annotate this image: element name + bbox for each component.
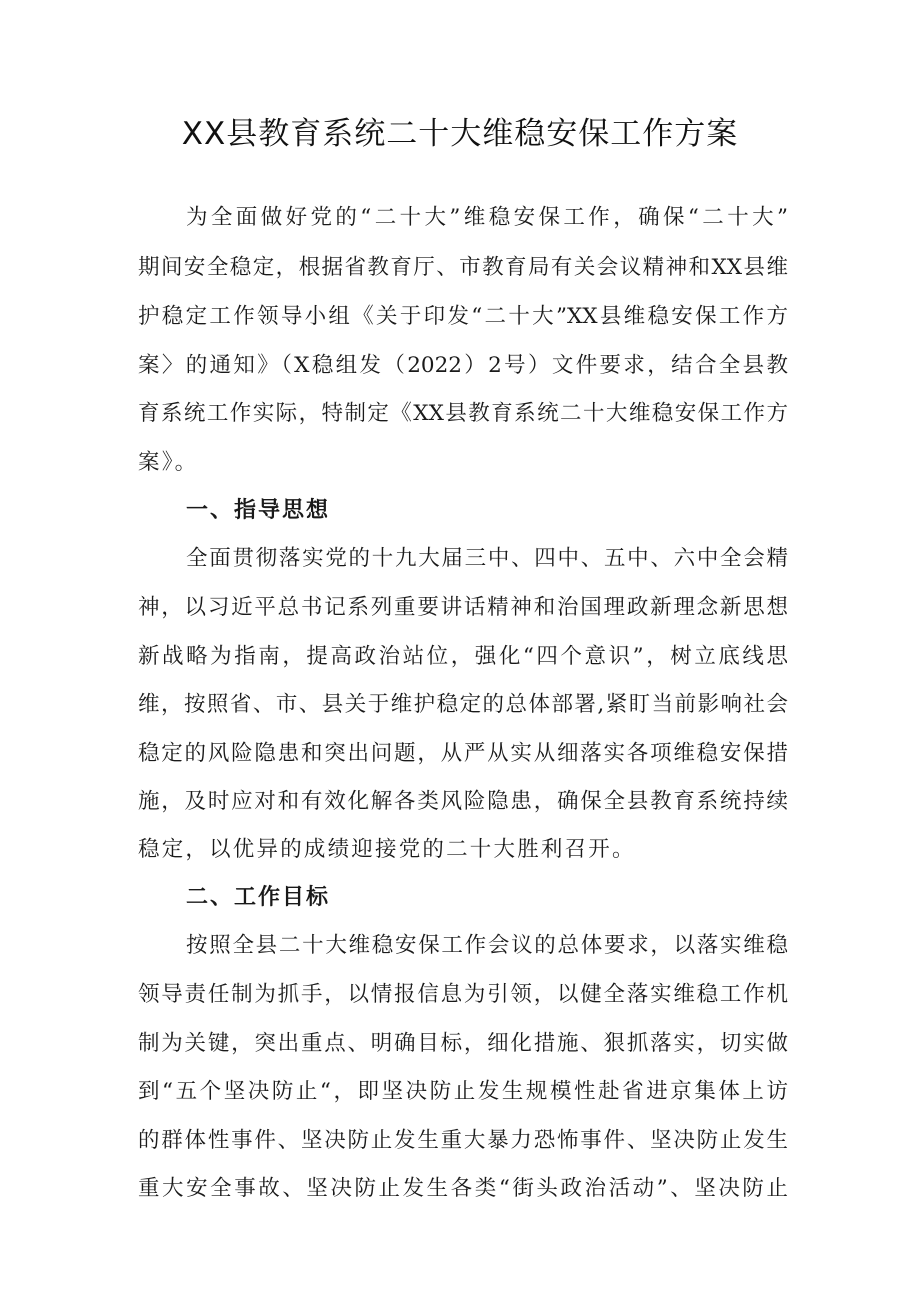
section1-line: 维，按照省、市、县关于维护稳定的总体部署,紧盯当前影响社会 — [138, 692, 788, 717]
intro-line: 案》。 — [138, 450, 199, 475]
section1-line: 新战略为指南，提高政治站位，强化“四个意识”，树立底线思 — [138, 644, 788, 669]
section2-line: 到“五个坚决防止“，即坚决防止发生规模性赴省进京集体上访 — [138, 1079, 788, 1104]
intro-line: 育系统工作实际，特制定《XX县教育系统二十大维稳安保工作方 — [138, 401, 788, 426]
intro-line: 为全面做好党的“二十大”维稳安保工作，确保“二十大” — [186, 205, 788, 230]
intro-line: 案〉的通知》（X稳组发（2022）2号）文件要求，结合全县教 — [138, 353, 788, 378]
section1-line: 全面贯彻落实党的十九大届三中、四中、五中、六中全会精 — [186, 546, 788, 571]
section2-line: 制为关键，突出重点、明确目标，细化措施、狠抓落实，切实做 — [138, 1031, 788, 1056]
section1-line: 施，及时应对和有效化解各类风险隐患，确保全县教育系统持续 — [138, 789, 788, 814]
section-heading-guiding-thought: 一、指导思想 — [186, 498, 331, 523]
intro-line: 期间安全稳定，根据省教育厅、市教育局有关会议精神和XX县维 — [138, 255, 788, 280]
section2-line: 重大安全事故、坚决防止发生各类“街头政治活动”、坚决防止 — [138, 1176, 788, 1201]
section-heading-work-goals: 二、工作目标 — [186, 885, 331, 910]
section2-line: 的群体性事件、坚决防止发生重大暴力恐怖事件、坚决防止发生 — [138, 1128, 788, 1153]
section2-line: 领导责任制为抓手，以情报信息为引领，以健全落实维稳工作机 — [138, 982, 788, 1007]
document-title: XX县教育系统二十大维稳安保工作方案 — [181, 116, 739, 152]
intro-line: 护稳定工作领导小组《关于印发“二十大”XX县维稳安保工作方 — [138, 304, 788, 329]
section1-line: 神，以习近平总书记系列重要讲话精神和治国理政新理念新思想 — [138, 595, 788, 620]
section1-line: 稳定的风险隐患和突出问题，从严从实从细落实各项维稳安保措 — [138, 741, 788, 766]
section1-line: 稳定，以优异的成绩迎接党的二十大胜利召开。 — [138, 837, 636, 862]
section2-line: 按照全县二十大维稳安保工作会议的总体要求，以落实维稳 — [186, 933, 788, 958]
